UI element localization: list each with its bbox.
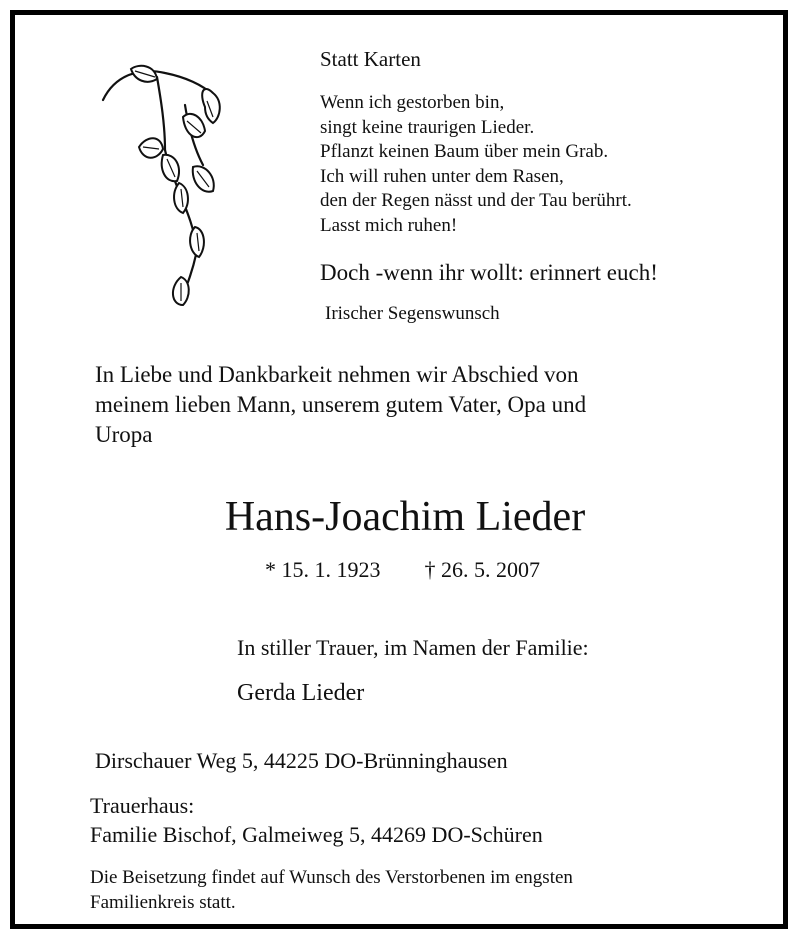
birth-date: * 15. 1. 1923 bbox=[265, 557, 381, 582]
burial-note: Die Beisetzung findet auf Wunsch des Verstorbenen im engsten Familienkreis statt. bbox=[90, 867, 573, 913]
deceased-name: Hans-Joachim Lieder bbox=[224, 494, 586, 540]
trauerhaus-address: Familie Bischof, Galmeiweg 5, 44269 DO-Schüren bbox=[90, 822, 543, 847]
life-dates bbox=[265, 557, 540, 583]
birch-branch-icon bbox=[95, 55, 245, 335]
poem-closing-line: Doch -wenn ihr wollt: erinnert euch! bbox=[320, 260, 658, 285]
poem-source: Irischer Segenswunsch bbox=[325, 303, 500, 324]
death-date: † 26. 5. 2007 bbox=[424, 557, 540, 582]
signatory-name: Gerda Lieder bbox=[237, 680, 365, 706]
family-address: Dirschauer Weg 5, 44225 DO-Brünninghausen bbox=[95, 748, 508, 773]
obituary-frame bbox=[10, 10, 788, 929]
farewell-intro: In Liebe und Dankbarkeit nehmen wir Abschied von meinem lieben Mann, unserem gutem Vater, Opa und Uropa bbox=[95, 362, 587, 447]
poem-text: Wenn ich gestorben bin, singt keine traurigen Lieder. Pflanzt keinen Baum über mein Grab. Ich will ruhen unter dem Rasen, den der Regen nässt und der Tau berührt. Lasst mich ruhen! bbox=[320, 92, 632, 236]
statt-karten-header: Statt Karten bbox=[320, 47, 421, 71]
trauerhaus-label: Trauerhaus: bbox=[90, 793, 195, 818]
mourning-line: In stiller Trauer, im Namen der Familie: bbox=[237, 635, 589, 660]
